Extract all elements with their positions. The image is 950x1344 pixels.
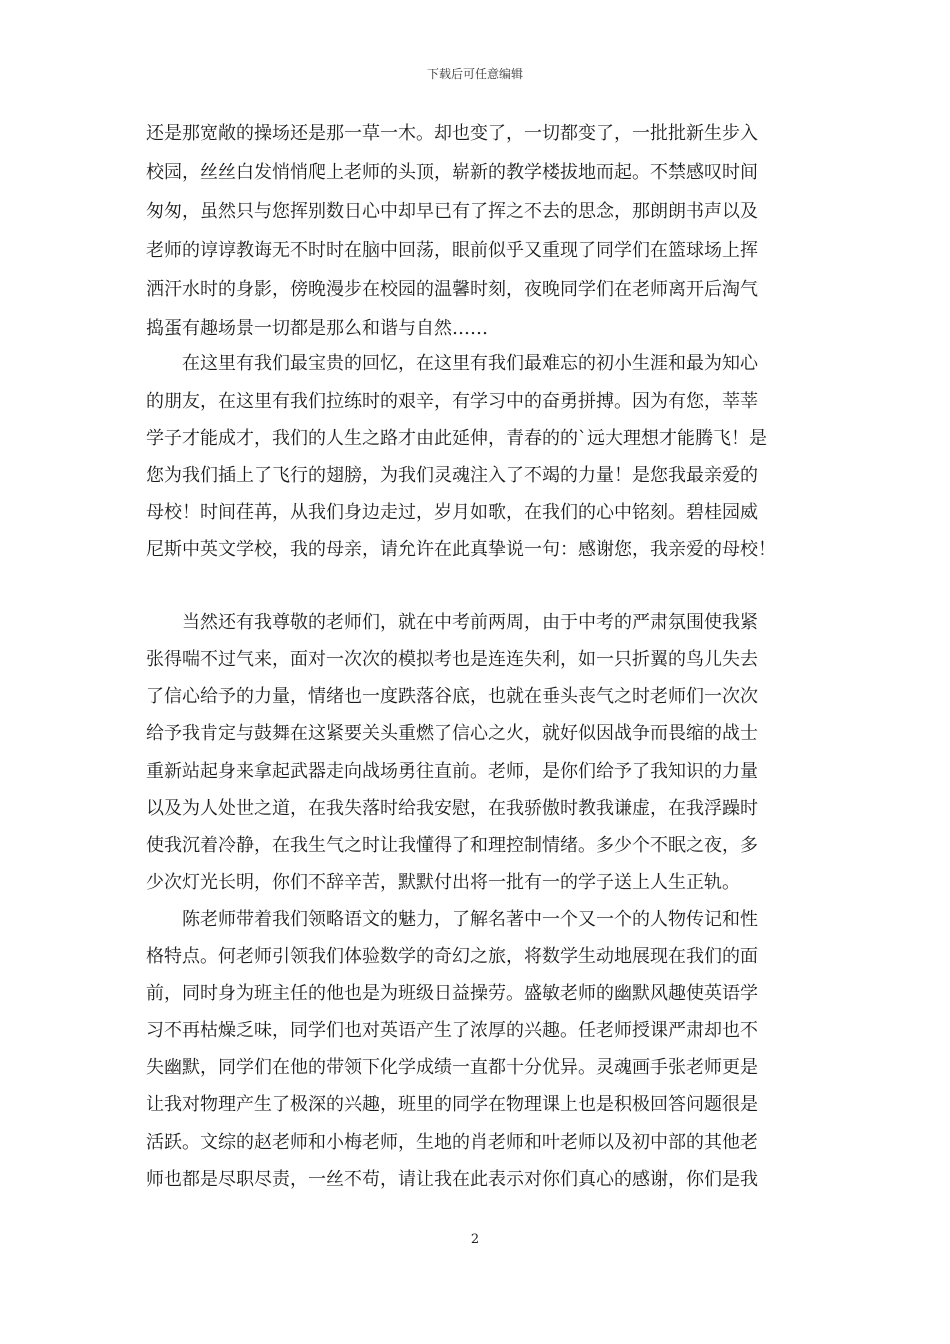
text-line: 校园，丝丝白发悄悄爬上老师的头顶，崭新的教学楼拔地而起。不禁感叹时间 xyxy=(146,162,758,183)
text-line: 当然还有我尊敬的老师们，就在中考前两周，由于中考的严肃氛围使我紧 xyxy=(182,612,758,633)
page-number: 2 xyxy=(470,1232,480,1247)
text-line: 前，同时身为班主任的他也是为班级日益操劳。盛敏老师的幽默风趣使英语学 xyxy=(146,983,758,1004)
text-line: 让我对物理产生了极深的兴趣，班里的同学在物理课上也是积极回答问题很是 xyxy=(146,1094,758,1115)
text-line: 张得喘不过气来，面对一次次的模拟考也是连连失利，如一只折翼的鸟儿失去 xyxy=(146,649,758,670)
text-line: 陈老师带着我们领略语文的魅力，了解名著中一个又一个的人物传记和性 xyxy=(182,909,758,930)
text-line: 母校！时间荏苒，从我们身边走过，岁月如歌，在我们的心中铭刻。碧桂园威 xyxy=(146,502,758,523)
text-line: 给予我肯定与鼓舞在这紧要关头重燃了信心之火，就好似因战争而畏缩的战士 xyxy=(146,723,758,744)
text-line: 格特点。何老师引领我们体验数学的奇幻之旅，将数学生动地展现在我们的面 xyxy=(146,946,758,967)
text-line: 还是那宽敞的操场还是那一草一木。却也变了，一切都变了，一批批新生步入 xyxy=(146,123,758,144)
text-line: 少次灯光长明，你们不辞辛苦，默默付出将一批有一的学子送上人生正轨。 xyxy=(146,872,740,893)
text-line: 习不再枯燥乏味，同学们也对英语产生了浓厚的兴趣。任老师授课严肃却也不 xyxy=(146,1020,758,1041)
text-line: 捣蛋有趣场景一切都是那么和谐与自然…… xyxy=(146,318,488,339)
text-line: 尼斯中英文学校，我的母亲，请允许在此真挚说一句：感谢您，我亲爱的母校！ xyxy=(146,539,776,560)
text-line: 匆匆，虽然只与您挥别数日心中却早已有了挥之不去的思念，那朗朗书声以及 xyxy=(146,201,758,222)
text-line: 师也都是尽职尽责，一丝不苟，请让我在此表示对你们真心的感谢，你们是我 xyxy=(146,1169,758,1190)
text-line: 您为我们插上了飞行的翅膀，为我们灵魂注入了不竭的力量！是您我最亲爱的 xyxy=(146,465,758,486)
text-line: 以及为人处世之道，在我失落时给我安慰，在我骄傲时教我谦虚，在我浮躁时 xyxy=(146,798,758,819)
text-line: 的朋友，在这里有我们拉练时的艰辛，有学习中的奋勇拼搏。因为有您，莘莘 xyxy=(146,391,758,412)
text-line: 在这里有我们最宝贵的回忆，在这里有我们最难忘的初小生涯和最为知心 xyxy=(182,353,758,374)
text-line: 学子才能成才，我们的人生之路才由此延伸，青春的的`远大理想才能腾飞！是 xyxy=(146,428,767,449)
text-line: 活跃。文综的赵老师和小梅老师，生地的肖老师和叶老师以及初中部的其他老 xyxy=(146,1132,758,1153)
text-line: 使我沉着冷静，在我生气之时让我懂得了和理控制情绪。多少个不眠之夜，多 xyxy=(146,835,758,856)
text-line: 了信心给予的力量，情绪也一度跌落谷底，也就在垂头丧气之时老师们一次次 xyxy=(146,686,758,707)
text-line: 洒汗水时的身影，傍晚漫步在校园的温馨时刻，夜晚同学们在老师离开后淘气 xyxy=(146,279,758,300)
text-line: 重新站起身来拿起武器走向战场勇往直前。老师，是你们给予了我知识的力量 xyxy=(146,761,758,782)
page-header: 下载后可任意编辑 xyxy=(426,67,523,81)
text-line: 失幽默，同学们在他的带领下化学成绩一直都十分优异。灵魂画手张老师更是 xyxy=(146,1057,758,1078)
text-line: 老师的谆谆教诲无不时时在脑中回荡，眼前似乎又重现了同学们在篮球场上挥 xyxy=(146,240,758,261)
